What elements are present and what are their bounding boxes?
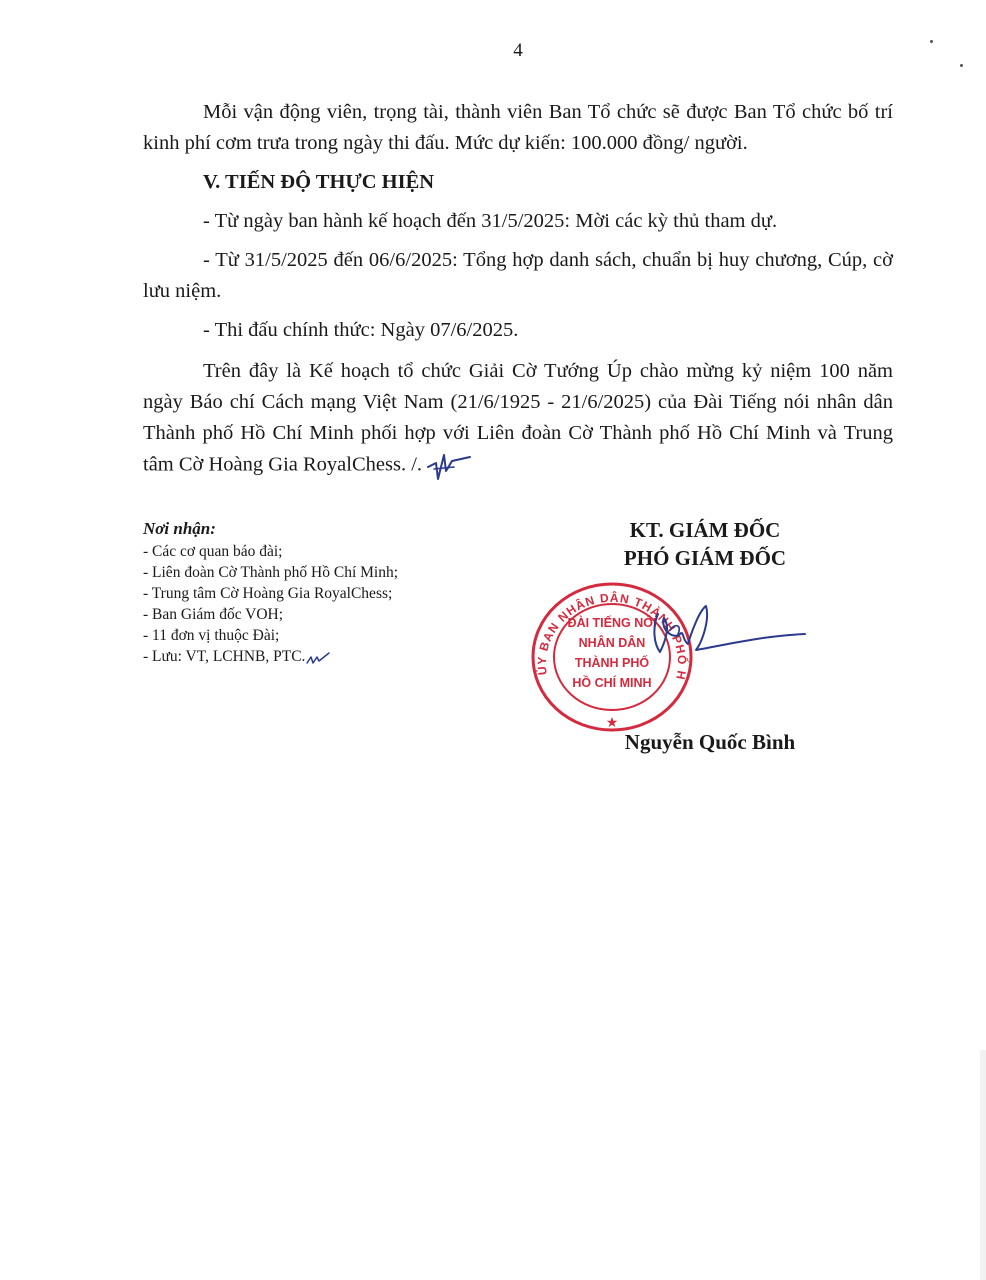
handwritten-signature-icon xyxy=(630,600,810,670)
stamp-center-line: HỒ CHÍ MINH xyxy=(572,676,652,690)
signer-name: Nguyễn Quốc Bình xyxy=(624,730,796,754)
section-heading: V. TIẾN ĐỘ THỰC HIỆN xyxy=(203,171,435,193)
recipient-item: - Lưu: VT, LCHNB, PTC. xyxy=(143,648,306,665)
stamp-center-line: THÀNH PHỐ xyxy=(574,656,650,670)
closing-paragraph xyxy=(143,356,893,483)
recipient-item: - 11 đơn vị thuộc Đài; xyxy=(143,627,280,644)
schedule-item-1: - Từ ngày ban hành kế hoạch đến 31/5/2025: Mời các kỳ thủ tham dự. xyxy=(203,210,778,232)
recipients-block xyxy=(143,518,483,667)
schedule-item-3: - Thi đấu chính thức: Ngày 07/6/2025. xyxy=(203,319,519,341)
signature-block xyxy=(560,516,850,572)
document-body xyxy=(143,97,893,483)
page-number: 4 xyxy=(513,40,523,61)
recipient-item: - Liên đoàn Cờ Thành phố Hồ Chí Minh; xyxy=(143,564,399,581)
stamp-ring-text: ỦY BAN NHÂN DÂN THÀNH PHỐ H xyxy=(534,590,690,682)
scan-speck xyxy=(960,64,963,67)
scan-edge-shadow xyxy=(980,1050,986,1280)
initial-mark-small-icon xyxy=(305,651,331,667)
signature-title-line1: KT. GIÁM ĐỐC xyxy=(629,518,781,542)
closing-text: Trên đây là Kế hoạch tổ chức Giải Cờ Tướng Úp chào mừng kỷ niệm 100 năm ngày Báo chí Cách mạng Việt Nam (21/6/1925 - 21/6/2025) của Đài Tiếng nói nhân dân Thành phố Hồ Chí Minh phối hợp với Liên đoàn Cờ Thành phố Hồ Chí Minh và Trung tâm Cờ Hoàng Gia RoyalChess. /. xyxy=(143,360,893,476)
recipient-item: - Ban Giám đốc VOH; xyxy=(143,606,284,623)
scan-speck xyxy=(930,40,933,43)
recipients-title: Nơi nhận: xyxy=(143,519,216,538)
signature-title-line2: PHÓ GIÁM ĐỐC xyxy=(623,546,787,570)
stamp-center-line: NHÂN DÂN xyxy=(578,636,646,650)
stamp-star-icon: ★ xyxy=(605,716,619,731)
stamp-center-line: ĐÀI TIẾNG NÓI xyxy=(567,616,657,630)
recipient-item-archive xyxy=(143,646,483,667)
recipient-item: - Trung tâm Cờ Hoàng Gia RoyalChess; xyxy=(143,585,393,602)
recipient-item: - Các cơ quan báo đài; xyxy=(143,543,283,560)
initial-mark-icon xyxy=(424,449,476,483)
schedule-item-2: - Từ 31/5/2025 đến 06/6/2025: Tổng hợp danh sách, chuẩn bị huy chương, Cúp, cờ lưu niệm. xyxy=(143,249,893,302)
paragraph-meals: Mỗi vận động viên, trọng tài, thành viên Ban Tổ chức sẽ được Ban Tổ chức bố trí kinh phí cơm trưa trong ngày thi đấu. Mức dự kiến: 100.000 đồng/ người. xyxy=(143,101,893,154)
